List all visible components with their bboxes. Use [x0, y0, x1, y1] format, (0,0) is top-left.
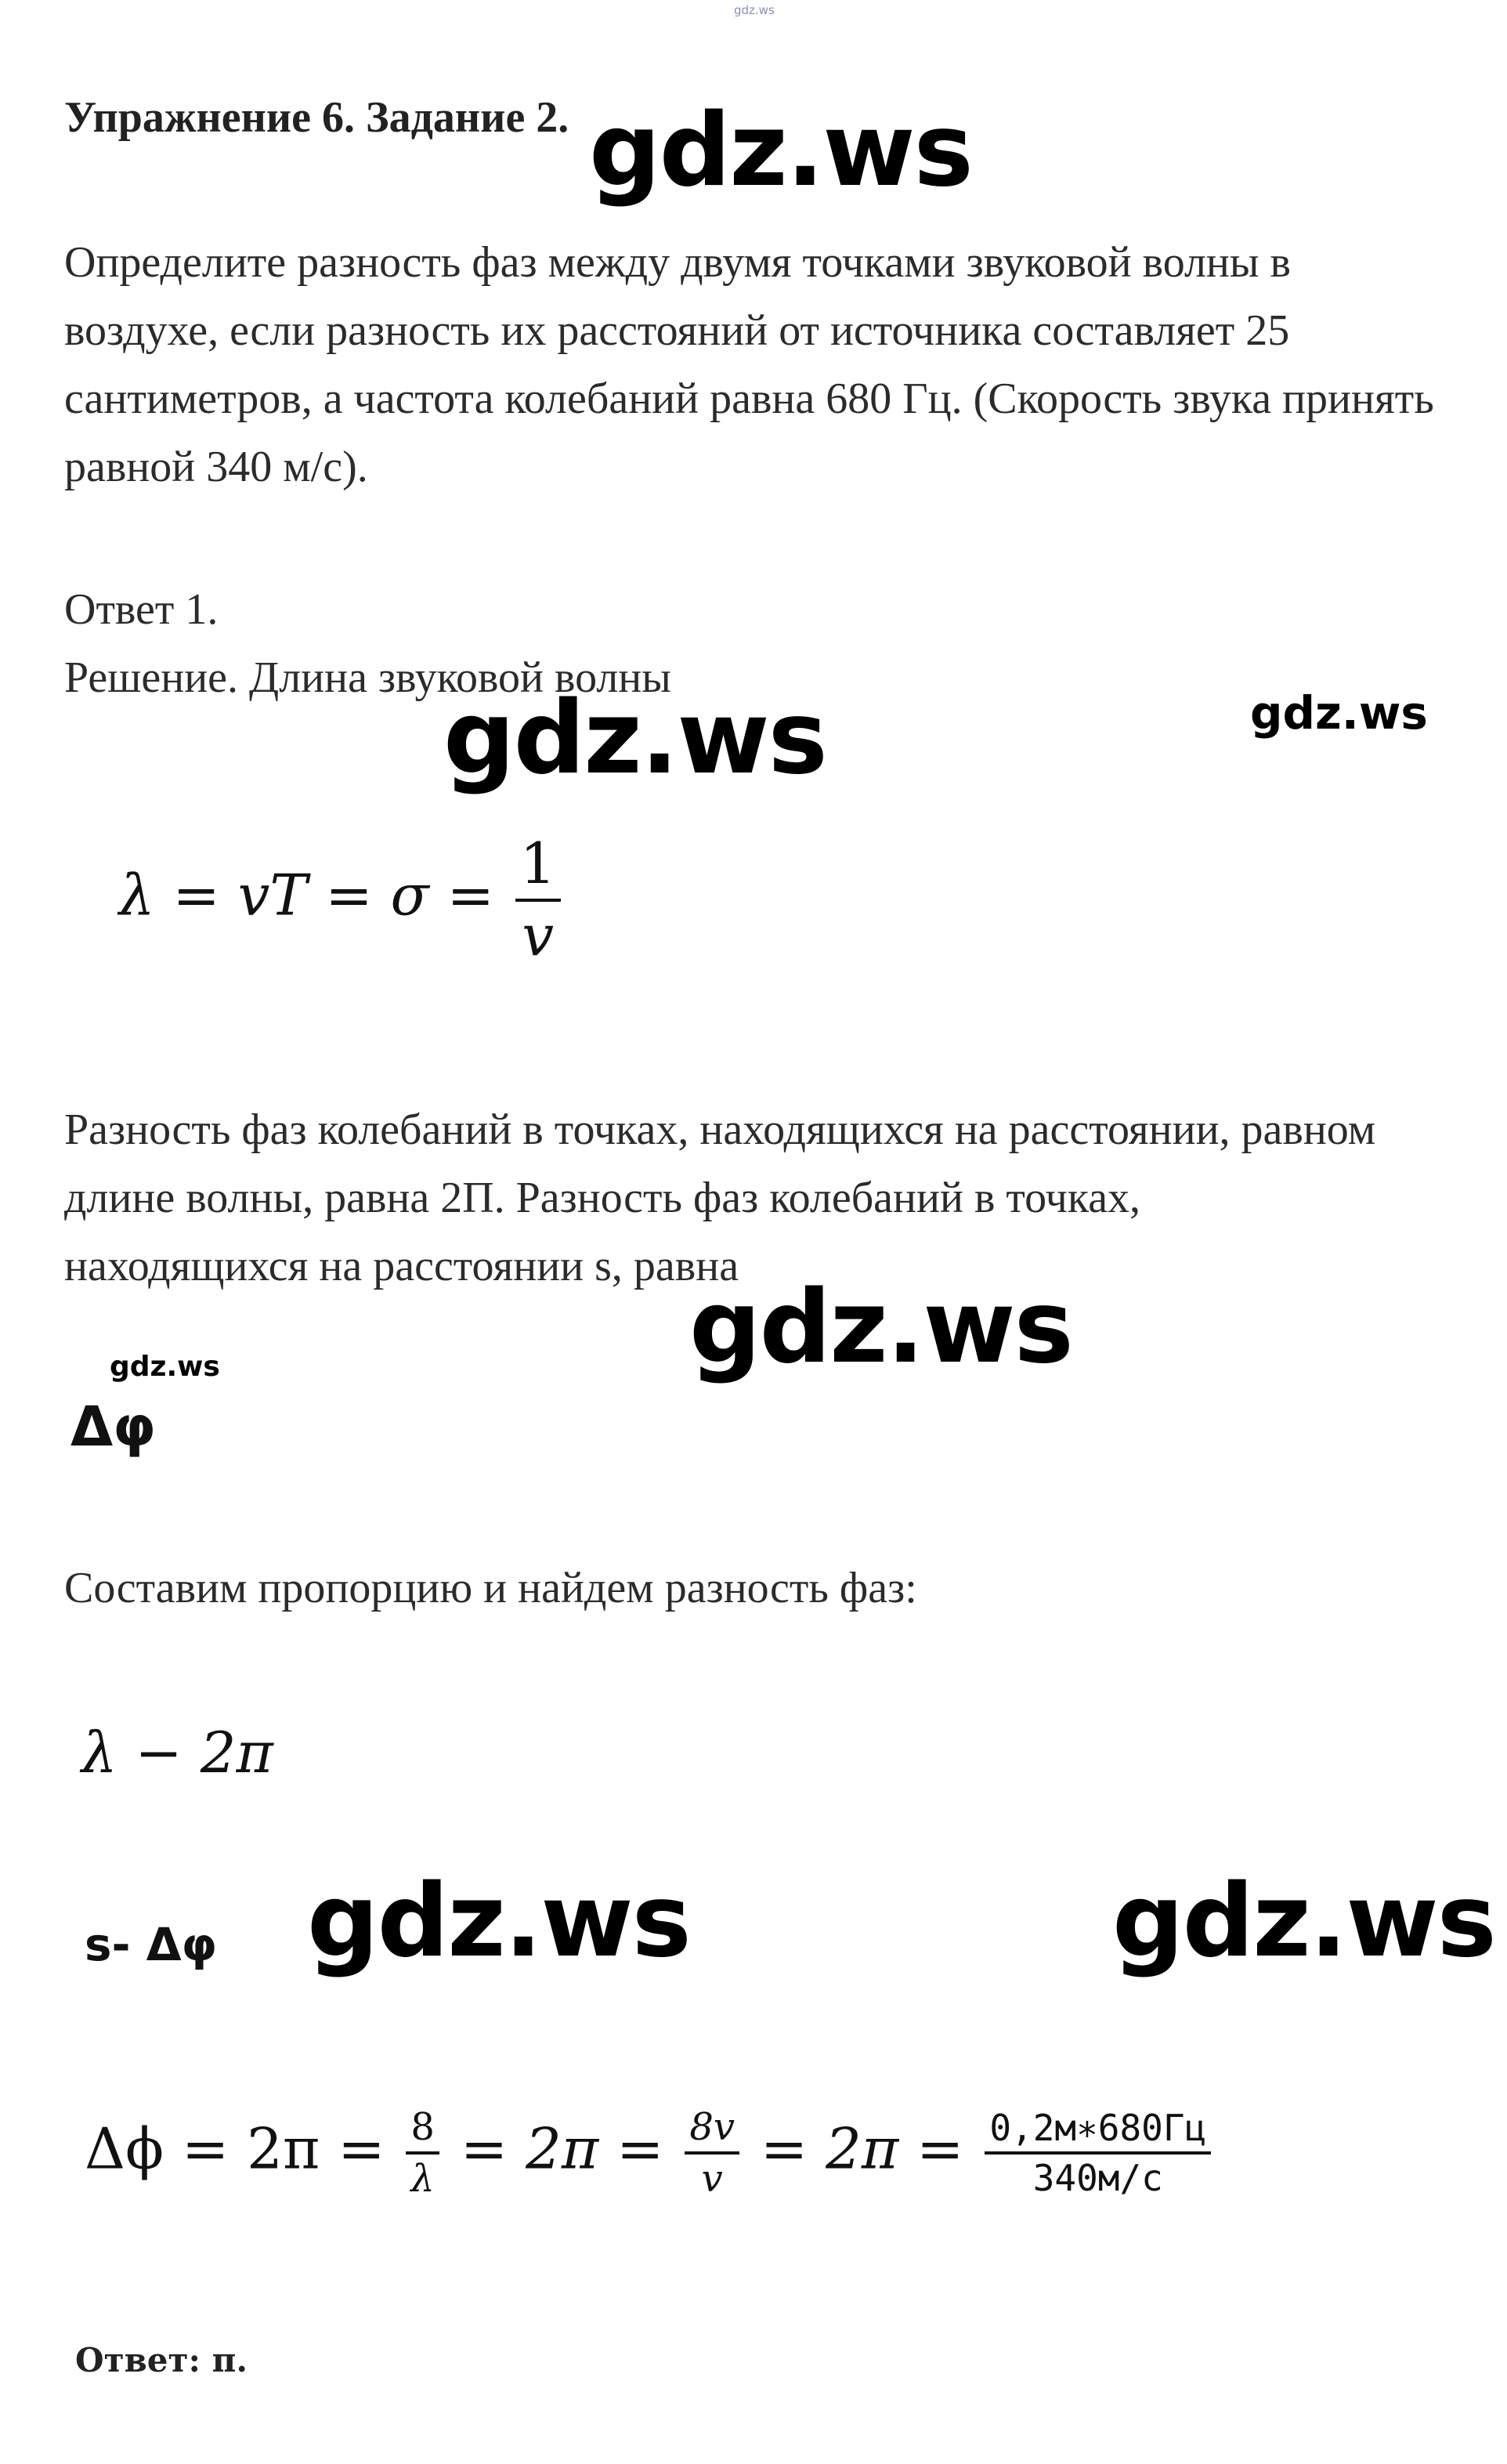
fraction-denominator: λ: [410, 2157, 435, 2202]
final-formula: [85, 2105, 1214, 2202]
watermark-large: gdz.ws: [1112, 1863, 1495, 1980]
watermark-large: gdz.ws: [307, 1863, 690, 1980]
delta-phi-symbol: Δφ: [70, 1395, 156, 1459]
final-formula-fraction-3: [985, 2109, 1211, 2198]
fraction-numerator: 0,2м∗680Гц: [985, 2109, 1211, 2155]
watermark-medium: gdz.ws: [1250, 686, 1428, 740]
phase-paragraph-line-2: длине волны, равна 2П. Разность фаз колебаний в точках,: [64, 1174, 1141, 1222]
proportion-intro: Составим пропорцию и найдем разность фаз:: [64, 1564, 917, 1612]
watermark-tiny: gdz.ws: [734, 3, 775, 17]
proportion-row-2: s- Δφ: [85, 1918, 218, 1971]
phase-paragraph-line-1: Разность фаз колебаний в точках, находящихся на расстоянии, равном: [64, 1105, 1376, 1154]
fraction-numerator: 8: [406, 2108, 439, 2155]
fraction-denominator: v: [522, 902, 555, 968]
wavelength-formula: [119, 830, 564, 968]
watermark-large: gdz.ws: [443, 680, 826, 797]
watermark-large: gdz.ws: [689, 1269, 1072, 1386]
final-formula-lhs: Δϕ = 2π =: [85, 2115, 385, 2182]
final-formula-mid-1: = 2π =: [460, 2115, 664, 2182]
problem-text: Определите разность фаз между двумя точками звуковой волны в воздухе, если разность их расстояний от источника составляет 25 сантиметров, а частота колебаний равна 680 Гц. (Скорость звука принять равной 340 м/с).: [64, 238, 1434, 491]
solution-intro: Решение. Длина звуковой волны: [64, 653, 671, 702]
watermark-large: gdz.ws: [589, 92, 972, 209]
wavelength-formula-lhs: λ = vT = σ =: [119, 862, 494, 928]
watermark-small: gdz.ws: [110, 1351, 220, 1383]
final-formula-mid-2: = 2π =: [760, 2115, 964, 2182]
exercise-heading: Упражнение 6. Задание 2.: [64, 93, 569, 142]
fraction-denominator: v: [701, 2157, 723, 2202]
fraction-denominator: 340м/с: [1032, 2157, 1163, 2200]
answer-label: Ответ 1.: [64, 585, 219, 634]
fraction-numerator: 1: [515, 834, 561, 902]
final-answer: Ответ: π.: [75, 2341, 248, 2379]
proportion-row-1: λ − 2π: [81, 1720, 273, 1786]
phase-paragraph-line-3: находящихся на расстоянии s, равна: [64, 1242, 739, 1290]
final-formula-fraction-2: [685, 2105, 739, 2202]
wavelength-formula-fraction: [515, 830, 561, 968]
final-formula-fraction-1: [406, 2105, 439, 2202]
fraction-numerator: 8v: [685, 2108, 739, 2155]
